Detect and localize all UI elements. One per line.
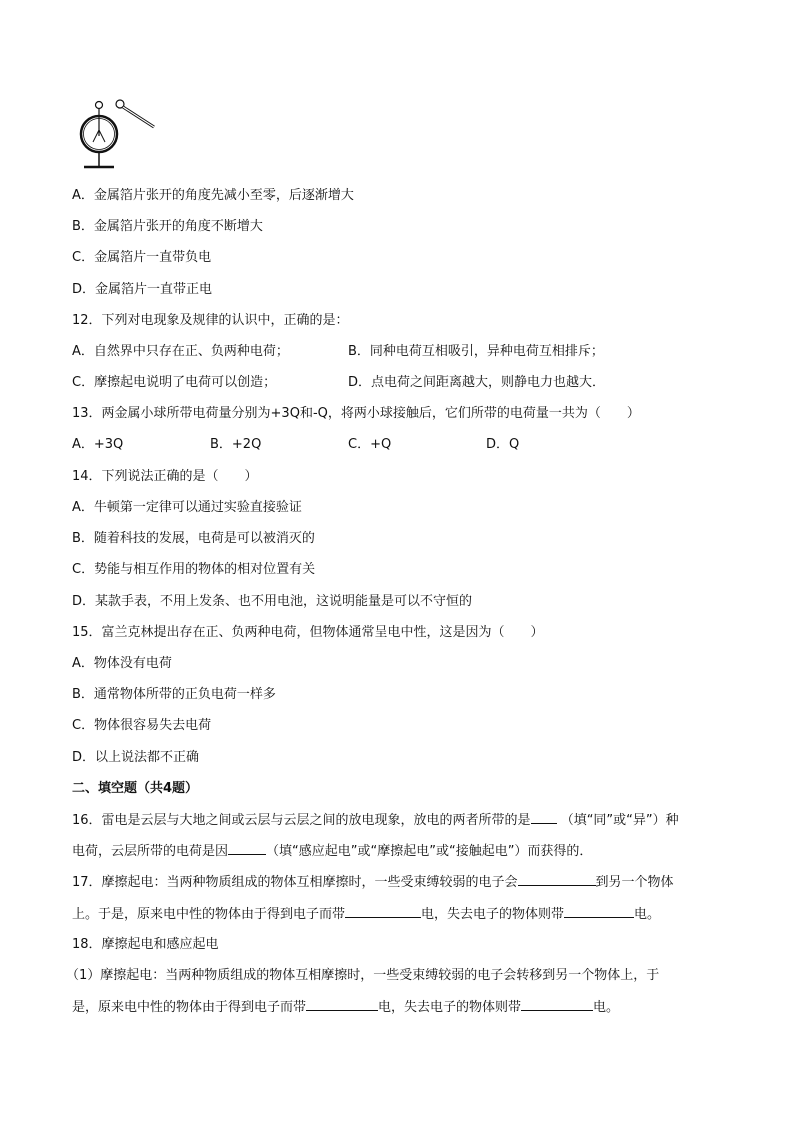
- q18-line-1: （1）摩擦起电：当两种物质组成的物体互相摩擦时，一些受束缚较弱的电子会转移到另一个物体上，于: [66, 968, 660, 983]
- q14-stem: 14．下列说法正确的是（ ）: [72, 469, 258, 484]
- q12-options-row-2: [72, 374, 734, 392]
- q18-blank-2[interactable]: [521, 998, 593, 1011]
- q15-stem: 15．富兰克林提出存在正、负两种电荷，但物体通常呈电中性，这是因为（ ）: [72, 625, 544, 640]
- q17-blank-2[interactable]: [345, 905, 421, 918]
- electroscope-icon: [72, 96, 162, 176]
- q17-text-5: 电。: [634, 907, 661, 922]
- q16-text-2: （填“同”或“异”）种: [560, 813, 679, 828]
- section-heading-fill-in: 二、填空题（共4题）: [72, 781, 199, 796]
- q18-line-2: [72, 998, 619, 1017]
- q12-stem: 12．下列对电现象及规律的认识中，正确的是：: [72, 313, 349, 328]
- q18-title: 18．摩擦起电和感应起电: [72, 937, 219, 952]
- q12-option-b: B．同种电荷互相吸引，异种电荷互相排斥；: [348, 344, 604, 359]
- q12-option-d: D．点电荷之间距离越大，则静电力也越大．: [348, 375, 606, 390]
- q11-option-c: C．金属箔片一直带负电: [72, 250, 212, 265]
- q17-text-2: 到另一个物体: [595, 875, 674, 890]
- q13-option-d: D．Q: [486, 437, 520, 452]
- q17-text-3: 上。于是，原来电中性的物体由于得到电子而带: [72, 907, 346, 922]
- q17-blank-1[interactable]: [518, 873, 596, 886]
- q14-option-a: A．牛顿第一定律可以通过实验直接验证: [72, 500, 302, 515]
- q16-text-3: 电荷，云层所带的电荷是因: [72, 844, 229, 859]
- q13-stem: 13．两金属小球所带电荷量分别为+3Q和-Q，将两小球接触后，它们所带的电荷量一共为（ ）: [72, 406, 640, 421]
- q16-blank-1[interactable]: [531, 811, 557, 824]
- q18-blank-1[interactable]: [306, 998, 378, 1011]
- q16-text-4: （填“感应起电”或“摩擦起电”或“接触起电”）而获得的．: [266, 844, 593, 859]
- q13-option-c: C．+Q: [348, 437, 392, 452]
- q16-line-1: [72, 811, 679, 830]
- q14-option-b: B．随着科技的发展，电荷是可以被消灭的: [72, 531, 315, 546]
- q15-option-d: D．以上说法都不正确: [72, 750, 200, 765]
- q12-option-a: A．自然界中只存在正、负两种电荷；: [72, 344, 289, 359]
- q13-option-a: A．+3Q: [72, 437, 124, 452]
- q12-option-c: C．摩擦起电说明了电荷可以创造；: [72, 375, 277, 390]
- q15-option-a: A．物体没有电荷: [72, 656, 172, 671]
- q18-text-2: 是，原来电中性的物体由于得到电子而带: [72, 1000, 307, 1015]
- q17-text-4: 电，失去电子的物体则带: [421, 907, 565, 922]
- q17-text-1: 17．摩擦起电：当两种物质组成的物体互相摩擦时，一些受束缚较弱的电子会: [72, 875, 518, 890]
- q14-option-d: D．某款手表，不用上发条、也不用电池，这说明能量是可以不守恒的: [72, 594, 473, 609]
- q17-line-2: [72, 905, 660, 924]
- q14-option-c: C．势能与相互作用的物体的相对位置有关: [72, 562, 316, 577]
- q11-option-a: A．金属箔片张开的角度先减小至零，后逐渐增大: [72, 188, 354, 203]
- q18-text-3: 电，失去电子的物体则带: [378, 1000, 522, 1015]
- q17-line-1: [72, 873, 674, 892]
- q13-option-b: B．+2Q: [210, 437, 262, 452]
- q16-line-2: [72, 842, 592, 861]
- q13-options-row: [72, 436, 734, 454]
- q12-options-row-1: [72, 343, 734, 361]
- q15-option-b: B．通常物体所带的正负电荷一样多: [72, 687, 276, 702]
- q16-blank-2[interactable]: [228, 842, 266, 855]
- q11-option-b: B．金属箔片张开的角度不断增大: [72, 219, 263, 234]
- q15-option-c: C．物体很容易失去电荷: [72, 718, 212, 733]
- q17-blank-3[interactable]: [564, 905, 634, 918]
- q16-text-1: 16．雷电是云层与大地之间或云层与云层之间的放电现象，放电的两者所带的是: [72, 813, 531, 828]
- q18-text-4: 电。: [593, 1000, 620, 1015]
- q11-option-d: D．金属箔片一直带正电: [72, 282, 213, 297]
